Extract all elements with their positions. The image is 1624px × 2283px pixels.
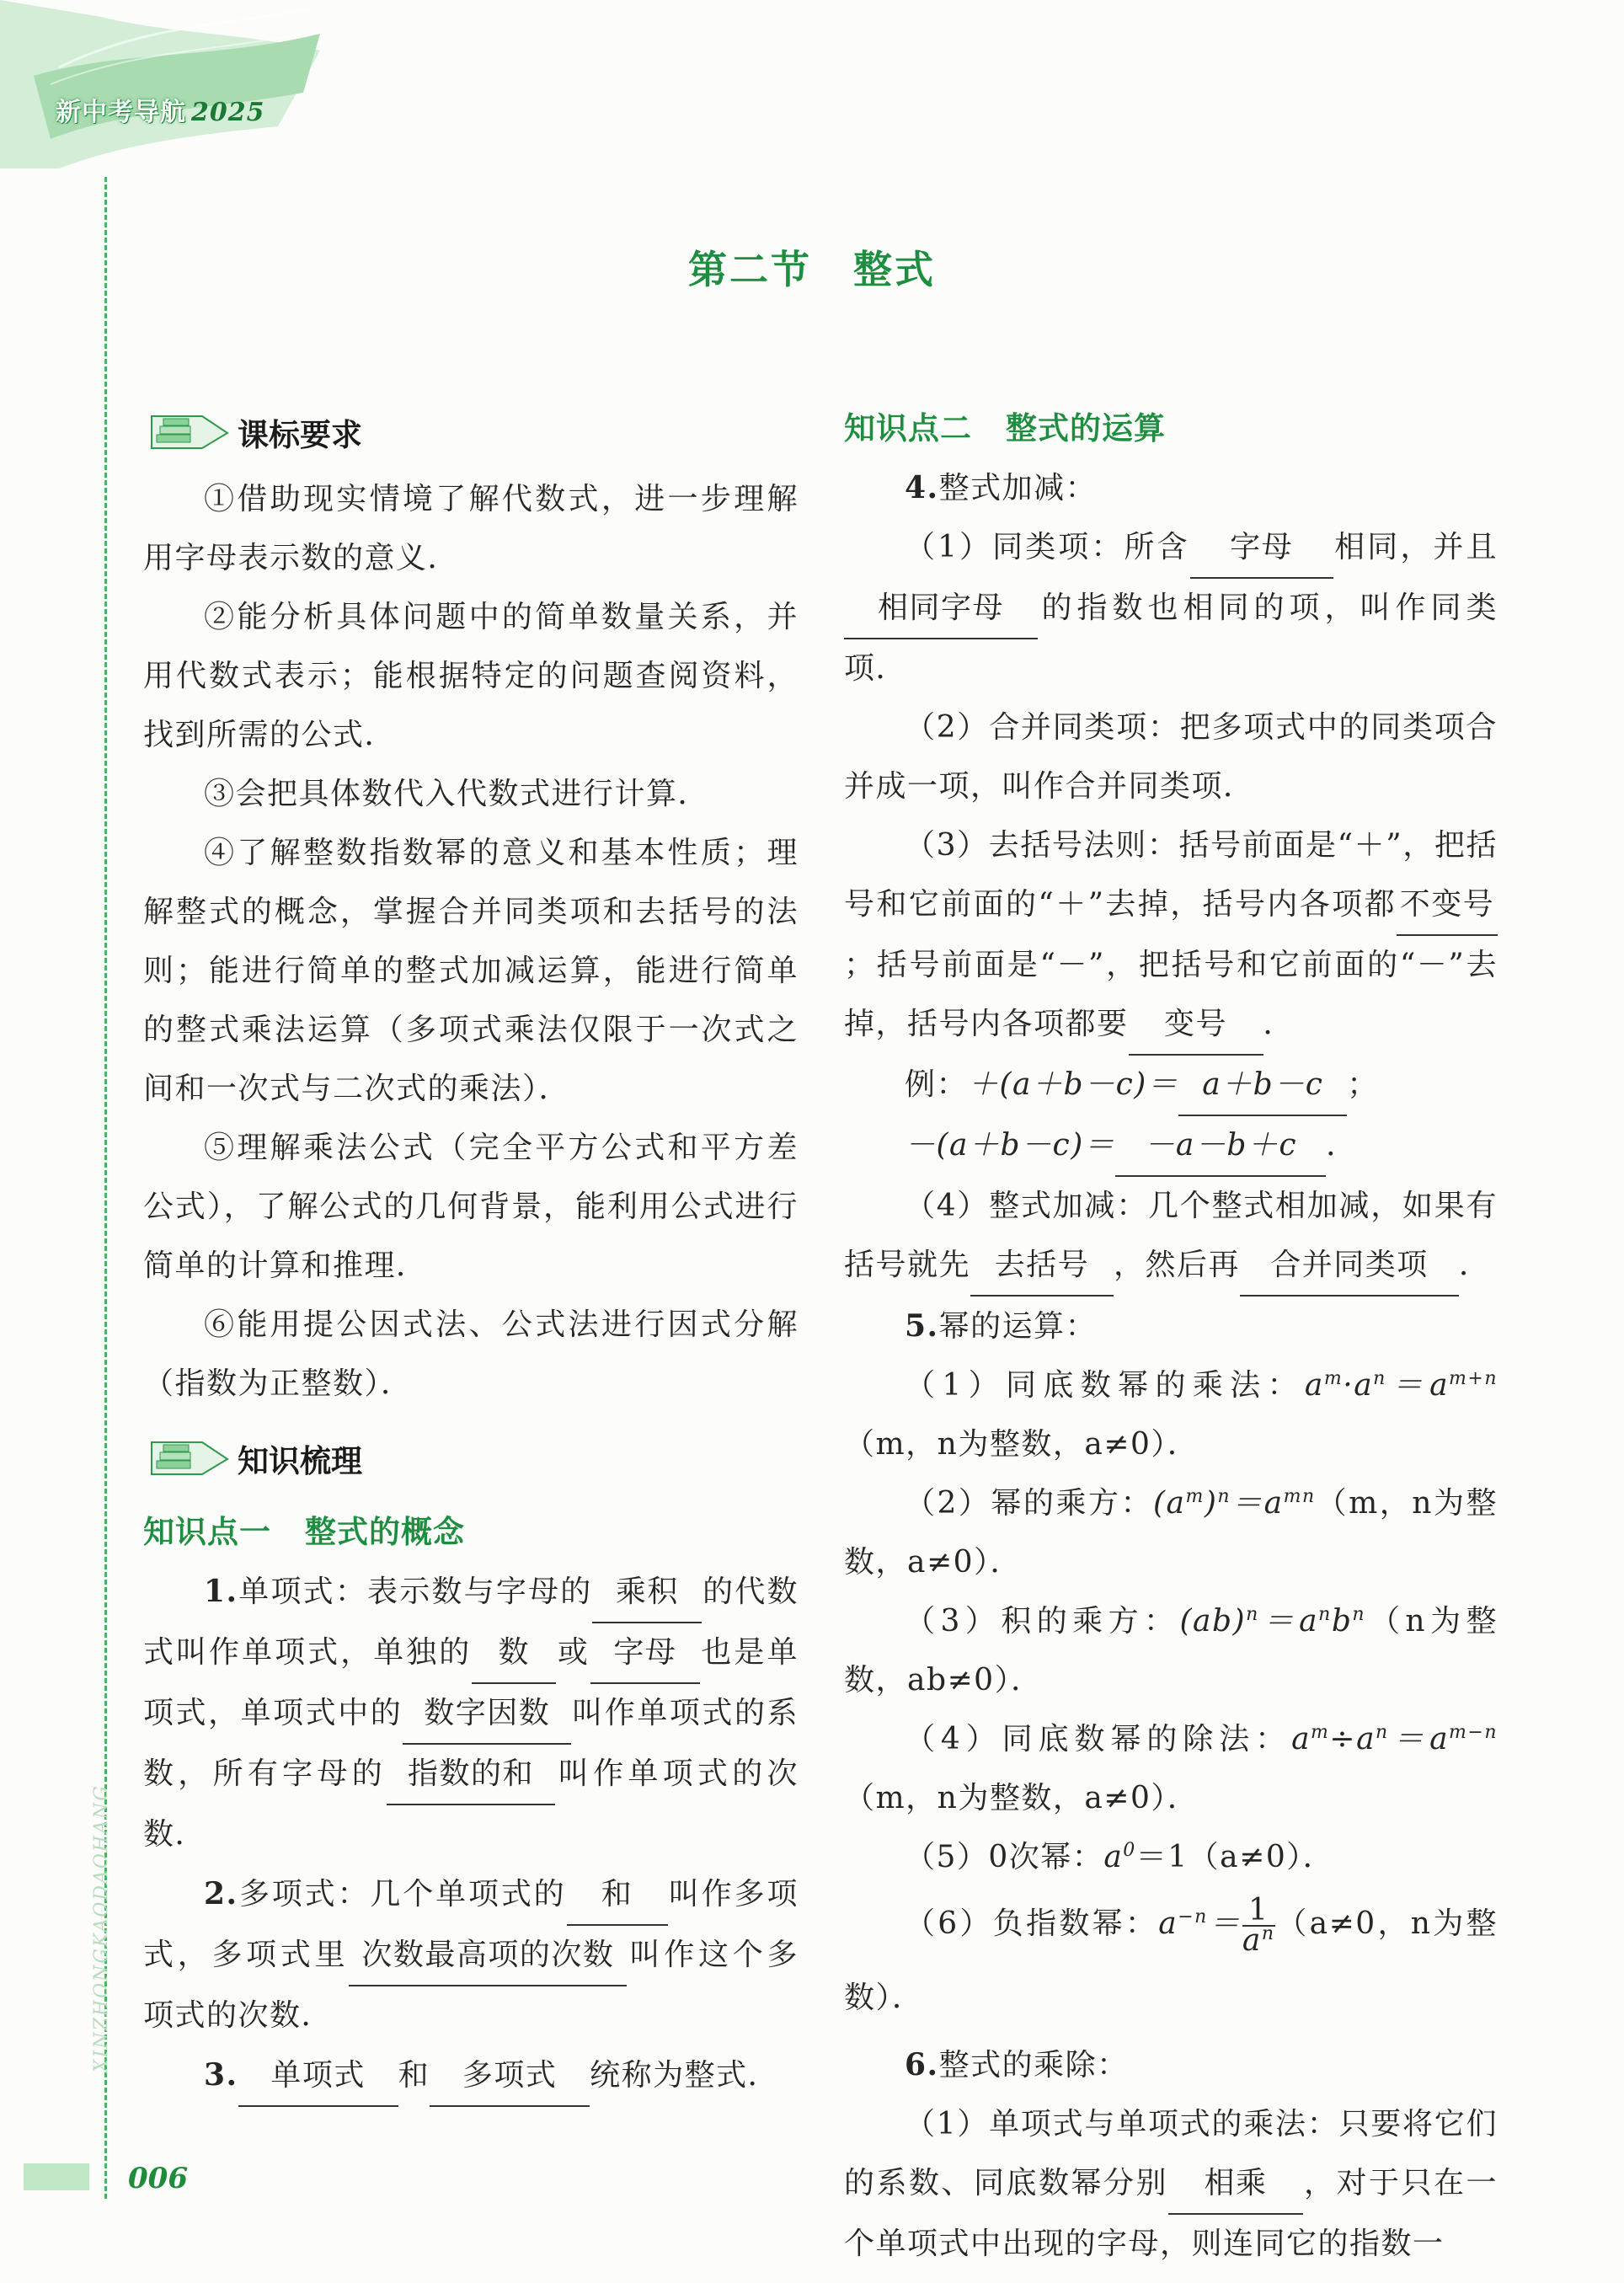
answer-blank: 字母 <box>1190 518 1333 579</box>
answer-blank: 相乘 <box>1168 2154 1303 2215</box>
curriculum-heading: 课标要求 <box>143 404 799 463</box>
fraction: $\frac{1}{a^n}$ <box>1242 1893 1275 1958</box>
answer-blank: 变号 <box>1129 995 1263 1056</box>
answer-blank: 多项式 <box>430 2046 590 2107</box>
power-rule-4: （4）同底数幂的除法：$a^m\div a^n=a^{m-n}(m$，n为整数，a≠0）． <box>844 1722 1498 1815</box>
item-4-add-subtract: （4）整式加减：几个整式相加减，如果有括号就先 去括号 ，然后再 合并同类项 ． <box>844 1177 1498 1297</box>
power-rule-1: （1）同底数幂的乘法：$a^m\cdot a^n=a^{m+n}(m$，n为整数，a≠0）． <box>844 1368 1498 1462</box>
curriculum-item-5: ⑤理解乘法公式（完全平方公式和平方差公式），了解公式的几何背景，能利用公式进行简单的计算和推理． <box>143 1131 799 1283</box>
answer-blank: 不变号 <box>1397 875 1498 936</box>
books-icon <box>143 1430 238 1489</box>
item-6-title: 6.整式的乘除： <box>905 2047 1129 2083</box>
power-rule-6: （6）负指数幂：$a^{-n}=$ $\frac{1}{a^n}(a\ne 0$，n为整数）． <box>844 1893 1498 2015</box>
curriculum-item-3: ③会把具体数代入代数式进行计算． <box>204 777 710 811</box>
item-4-combine: （2）合并同类项：把多项式中的同类项合并成一项，叫作合并同类项． <box>844 710 1498 804</box>
item-4-bracket-rule: （3）去括号法则：括号前面是“＋”，把括号和它前面的“＋”去掉，括号内各项都 不变号；括号前面是“－”，把括号和它前面的“－”去掉，括号内各项都要 变号 ． <box>844 816 1498 1056</box>
curriculum-item-4: ④了解整数指数幂的意义和基本性质；理解整式的概念，掌握合并同类项和去括号的法则；能进行简单的整式加减运算，能进行简单的整式乘法运算（多项式乘法仅限于一次式之间和一次式与二次式的乘法）． <box>143 836 799 1106</box>
answer-blank: 次数最高项的次数 <box>349 1926 627 1986</box>
left-column <box>143 404 799 2107</box>
page-number: 006 <box>128 2162 188 2195</box>
right-column <box>844 399 1498 2274</box>
answer-blank: 合并同类项 <box>1240 1236 1459 1297</box>
knowledge-heading: 知识梳理 <box>143 1430 799 1489</box>
power-rule-5: （5）0次幂：$a^0=1(a\ne 0)$． <box>905 1840 1335 1874</box>
knowledge-point-2-title: 知识点二 整式的运算 <box>844 410 1166 446</box>
footer-decoration <box>24 2163 89 2190</box>
item-3-polynomial-definition: 3. 单项式 和 多项式 统称为整式． <box>143 2045 799 2107</box>
answer-blank: 指数的和 <box>387 1745 555 1805</box>
side-vertical-text: XINZHONGKAODAOHANG <box>91 1784 112 2072</box>
item-5-title: 5.幂的运算： <box>905 1308 1098 1344</box>
answer-blank: a＋b－c <box>1178 1056 1347 1116</box>
item-4-example-1: 例：＋(a＋b－c)＝ a＋b－c ； <box>844 1056 1498 1116</box>
power-rule-3: （3）积的乘方：$(ab)^n=a^nb^n(n$为整数，ab≠0）． <box>844 1604 1498 1698</box>
item-4-example-2: －(a＋b－c)＝ －a－b＋c ． <box>844 1116 1498 1177</box>
answer-blank: 数字因数 <box>403 1684 571 1745</box>
answer-blank: －a－b＋c <box>1115 1116 1326 1177</box>
header-brand: 新中考导航 2025 <box>56 98 265 127</box>
header-decoration <box>0 0 354 168</box>
answer-blank: 去括号 <box>970 1236 1114 1297</box>
item-6-monomial-multiply: （1）单项式与单项式的乘法：只要将它们的系数、同底数幂分别 相乘 ，对于只在一个单项式中出现的字母，则连同它的指数一 <box>844 2107 1498 2261</box>
knowledge-point-1-title: 知识点一 整式的概念 <box>143 1514 465 1550</box>
power-rule-2: （2）幂的乘方：$(a^m)^n=a^{mn}(m$，n为整数，a≠0）． <box>844 1486 1498 1580</box>
books-icon <box>143 404 238 463</box>
item-4-like-terms: （1）同类项：所含 字母 相同，并且相同字母 的指数也相同的项，叫作同类项． <box>844 518 1498 698</box>
answer-blank: 数 <box>472 1623 556 1684</box>
answer-blank: 相同字母 <box>844 579 1038 639</box>
answer-blank: 单项式 <box>238 2046 398 2107</box>
item-2-polynomial: 2.多项式：几个单项式的 和 叫作多项式，多项式里 次数最高项的次数 叫作这个多项式的次数． <box>143 1864 799 2045</box>
section-title: 第二节 整式 <box>688 247 936 292</box>
item-1-monomial: 1.单项式：表示数与字母的 乘积 的代数式叫作单项式，单独的 数 或 字母 也是单项式，单项式中的 数字因数 叫作单项式的系数，所有字母的 指数的和 叫作单项式的次数． <box>143 1562 799 1864</box>
curriculum-item-6: ⑥能用提公因式法、公式法进行因式分解（指数为正整数）． <box>143 1307 799 1401</box>
answer-blank: 字母 <box>590 1623 700 1684</box>
curriculum-item-2: ②能分析具体问题中的简单数量关系，并用代数式表示；能根据特定的问题查阅资料，找到所需的公式． <box>143 600 799 752</box>
answer-blank: 和 <box>567 1865 668 1926</box>
item-4-title: 4.整式加减： <box>905 470 1098 505</box>
answer-blank: 乘积 <box>592 1563 702 1623</box>
curriculum-item-1: ①借助现实情境了解代数式，进一步理解用字母表示数的意义． <box>143 482 799 575</box>
